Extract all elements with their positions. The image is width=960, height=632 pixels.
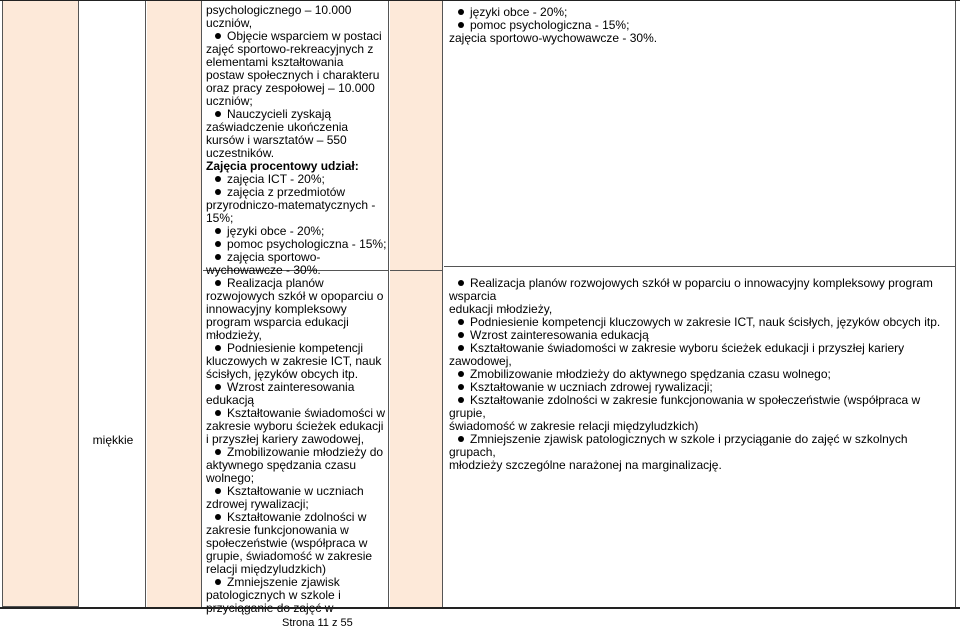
column-1 — [2, 1, 79, 607]
text-line: zaświadczenie ukończenia — [206, 120, 349, 134]
text-line: i przyszłej kariery zawodowej, — [206, 432, 365, 446]
page-number-footer: Strona 11 z 55 — [282, 617, 353, 629]
list-item: Wzrost zainteresowania — [206, 381, 388, 394]
results-text — [206, 4, 388, 615]
bullet-icon — [215, 449, 221, 455]
bullet-icon — [458, 332, 464, 338]
summary-mid-text — [449, 277, 949, 472]
list-item: Wzrost zainteresowania edukacją — [449, 329, 949, 342]
bullet-icon — [215, 33, 221, 39]
list-item: Podniesienie kompetencji kluczowych w zakresie ICT, nauk ścisłych, języków obcych itp. — [449, 316, 949, 329]
text-line: edukacji młodzieży, — [449, 302, 553, 316]
list-item: Kształtowanie świadomości w zakresie wyboru ścieżek edukacji i przyszłej kariery zawodowej, — [449, 341, 905, 368]
list-item: pomoc psychologiczna - 15%; — [449, 19, 949, 32]
section-heading: Zajęcia procentowy udział: — [206, 159, 359, 173]
list-item: zajęcia z przedmiotów — [206, 186, 388, 199]
list-item: zajęcia sportowo- — [206, 251, 388, 264]
bullet-icon — [215, 410, 221, 416]
bullet-icon — [458, 397, 464, 403]
text-line: relacji międzyludzkich) — [206, 562, 327, 576]
list-item: Zmniejszenie zjawisk patologicznych w szkole i przyciąganie do zajęć w szkolnych grupach, — [449, 432, 908, 459]
bullet-icon — [215, 345, 221, 351]
summary-top-text — [449, 6, 949, 45]
bullet-icon — [458, 319, 464, 325]
list-item: Kształtowanie zdolności w zakresie funkcjonowania w społeczeństwie (współpraca w grupie, — [449, 393, 921, 420]
column-6-summary — [444, 1, 956, 607]
bullet-icon — [458, 280, 464, 286]
list-item: Realizacja planów — [206, 277, 388, 290]
text-line: zajęć sportowo-rekreacyjnych z — [206, 42, 374, 56]
column-2 — [80, 1, 146, 607]
text-line: społeczeństwie (współpraca w — [206, 536, 368, 550]
bullet-icon — [215, 176, 221, 182]
text-line: uczniów; — [206, 94, 253, 108]
list-item: Zmobilizowanie młodzieży do aktywnego spędzania czasu wolnego; — [449, 368, 949, 381]
bullet-icon — [215, 254, 221, 260]
bullet-icon — [215, 111, 221, 117]
table-bottom-border — [0, 607, 960, 609]
column-4-results — [203, 1, 389, 607]
bullet-icon — [215, 384, 221, 390]
list-item: Nauczycieli zyskają — [206, 108, 388, 121]
list-item: Kształtowanie świadomości w — [206, 407, 388, 420]
text-line: kursów i warsztatów – 550 — [206, 133, 347, 147]
bullet-icon — [215, 189, 221, 195]
list-item: Zmobilizowanie młodzieży do — [206, 446, 388, 459]
list-item: Realizacja planów rozwojowych szkół w poparciu o innowacyjny kompleksowy program wsparcia — [449, 276, 933, 303]
list-item: Kształtowanie w uczniach zdrowej rywalizacji; — [449, 381, 949, 394]
text-line: elementami kształtowania — [206, 55, 344, 69]
text-line: świadomość w zakresie relacji międzyludzkich) — [449, 419, 699, 433]
text-line: aktywnego spędzania czasu — [206, 458, 357, 472]
text-line: zakresie wyboru ścieżek edukacji — [206, 419, 384, 433]
column-5 — [390, 1, 443, 607]
cell-divider — [390, 270, 442, 271]
list-item: Zmniejszenie zjawisk — [206, 576, 388, 589]
bullet-icon — [458, 9, 464, 15]
bullet-icon — [458, 384, 464, 390]
bullet-icon — [458, 371, 464, 377]
summary-top-cell — [444, 1, 955, 267]
bullet-icon — [215, 280, 221, 286]
bullet-icon — [215, 514, 221, 520]
text-line: oraz pracy zespołowej – 10.000 — [206, 81, 375, 95]
bullet-icon — [215, 579, 221, 585]
text-line: uczestników. — [206, 146, 275, 160]
text-line: program wsparcia edukacji — [206, 315, 349, 329]
bullet-icon — [215, 228, 221, 234]
text-line: postaw społecznych i charakteru — [206, 68, 380, 82]
bullet-icon — [458, 345, 464, 351]
text-line: rozwojowych szkół w opoparciu o — [206, 289, 384, 303]
list-item: Objęcie wsparciem w postaci — [206, 30, 388, 43]
text-line: ścisłych, języków obcych itp. — [206, 367, 359, 381]
text-line: psychologicznego – 10.000 — [206, 3, 352, 17]
text-line: młodzieży, — [206, 328, 262, 342]
list-item: Kształtowanie w uczniach — [206, 485, 388, 498]
bullet-icon — [458, 22, 464, 28]
text-line: zakresie funkcjonowania w — [206, 523, 349, 537]
text-line: wolnego; — [206, 471, 255, 485]
text-line: grupie, świadomość w zakresie — [206, 549, 373, 563]
bullet-icon — [215, 241, 221, 247]
list-item: Podniesienie kompetencji — [206, 342, 388, 355]
text-line: uczniów, — [206, 16, 253, 30]
text-line: kluczowych w zakresie ICT, nauk — [206, 354, 382, 368]
text-line: zdrowej rywalizacji; — [206, 497, 309, 511]
list-item: zajęcia ICT - 20%; — [206, 173, 388, 186]
bullet-icon — [458, 436, 464, 442]
column-3 — [147, 1, 202, 607]
text-line: zajęcia sportowo-wychowawcze - 30%. — [449, 31, 658, 45]
category-label: miękkie — [92, 433, 134, 447]
list-item: języki obce - 20%; — [206, 225, 388, 238]
text-line: młodzieży szczególne narażonej na marginalizację. — [449, 458, 722, 472]
list-item: języki obce - 20%; — [449, 6, 949, 19]
text-line: wychowawcze - 30%. — [206, 263, 321, 277]
list-item: pomoc psychologiczna - 15%; — [206, 238, 388, 251]
text-line: innowacyjny kompleksowy — [206, 302, 347, 316]
text-line: przyrodniczo-matematycznych - — [206, 198, 376, 212]
text-line: patologicznych w szkole i — [206, 588, 341, 602]
text-line: edukacją — [206, 393, 255, 407]
bullet-icon — [215, 488, 221, 494]
list-item: Kształtowanie zdolności w — [206, 511, 388, 524]
text-line: 15%; — [206, 211, 234, 225]
